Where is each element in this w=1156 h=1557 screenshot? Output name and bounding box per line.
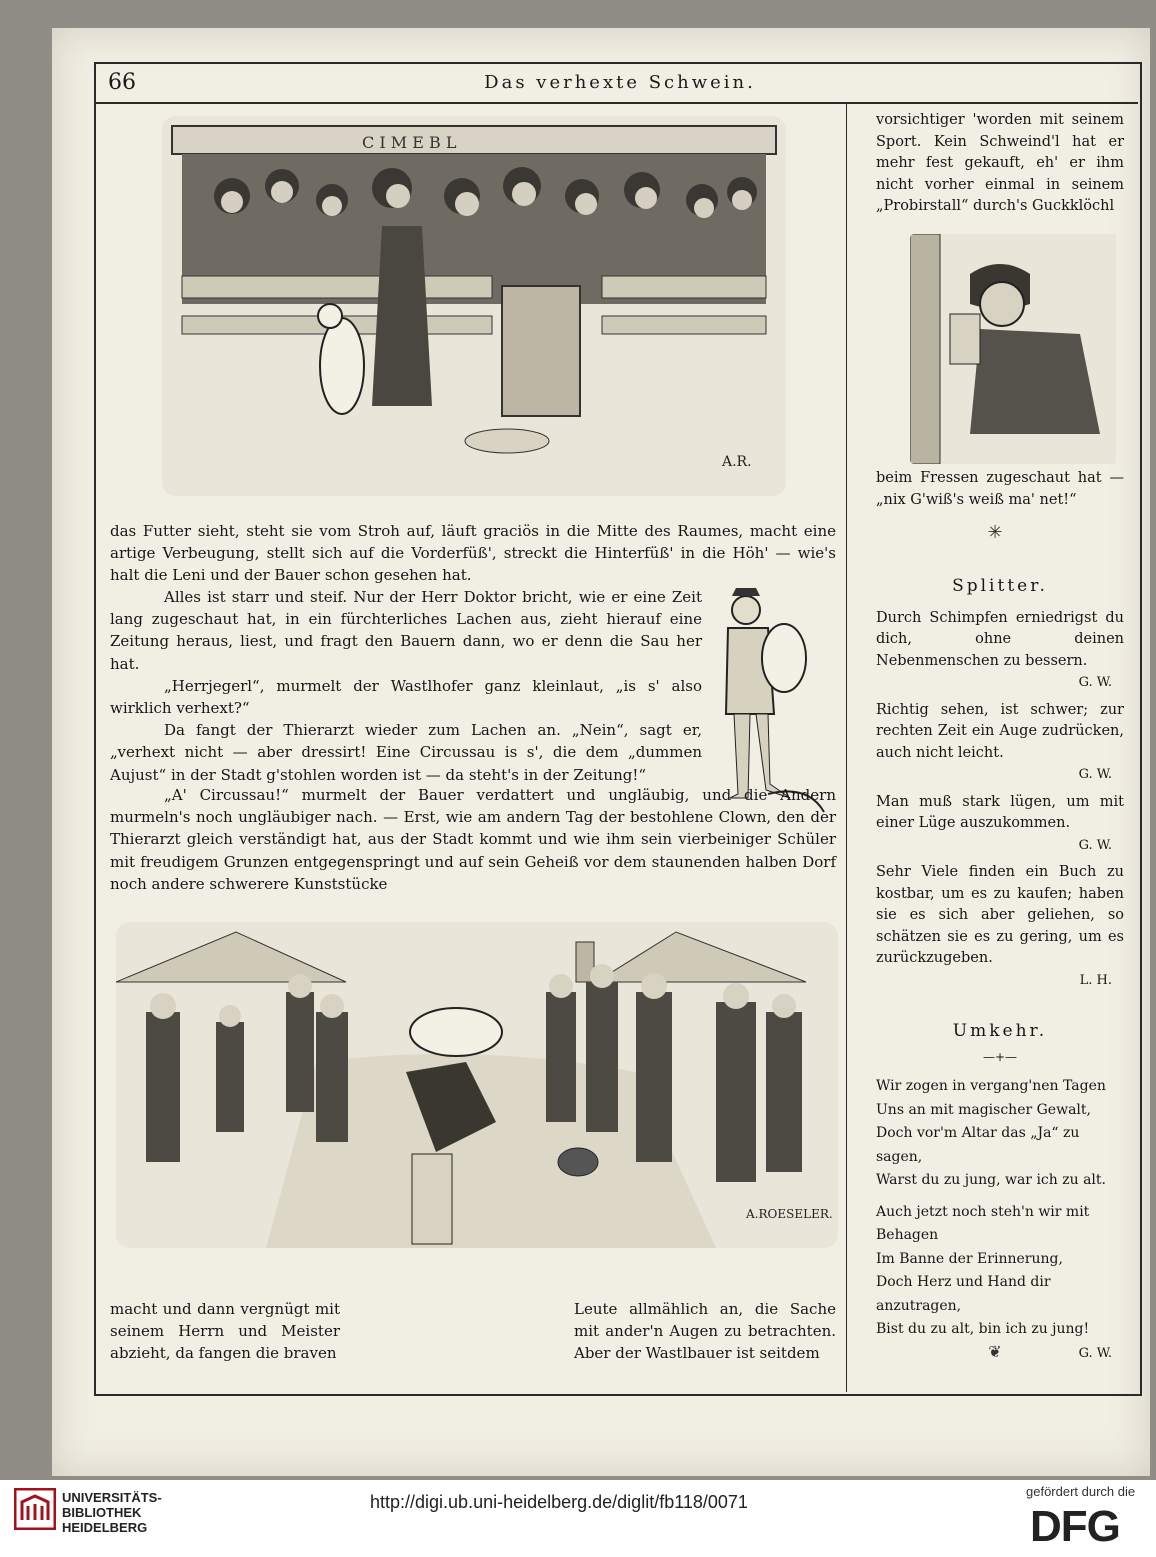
- aphorism: Sehr Viele finden ein Buch zu kostbar, um es zu kaufen; haben sie es sich aber geliehen, so schätzen sie es zu gering, um es zurückzugeben.: [876, 864, 1124, 966]
- library-name-line: UNIVERSITÄTS-: [62, 1490, 162, 1505]
- aphorism: Richtig sehen, ist schwer; zur rechten Zeit ein Auge zudrücken, auch nicht leicht.: [876, 701, 1124, 761]
- running-title: Das verhexte Schwein.: [484, 72, 756, 93]
- paragraph: macht und dann vergnügt mit seinem Herrn und Meister abzieht, da fangen die braven: [110, 1300, 340, 1363]
- sponsor-logo: DFG: [1030, 1502, 1120, 1551]
- permalink-url[interactable]: http://digi.ub.uni-heidelberg.de/diglit/fb118/0071: [370, 1492, 748, 1512]
- aphorism: Durch Schimpfen erniedrigst du dich, ohne deinen Nebenmenschen zu bessern.: [876, 609, 1124, 669]
- aphorism-signature: G. W.: [1078, 837, 1112, 853]
- poem-line: Warst du zu jung, war ich zu alt.: [876, 1172, 1106, 1188]
- paragraph: vorsichtiger 'worden mit seinem Sport. Kein Schweind'l hat er mehr fest gekauft, eh' er ihm nicht vorher einmal in seinem „Probirstall“ durch's Guckklöchl: [876, 112, 1124, 214]
- stall-sign-text: C I M E B L: [362, 133, 457, 152]
- page-number: 66: [108, 70, 136, 95]
- aphorism-signature: G. W.: [1078, 675, 1112, 690]
- poem-title: Umkehr.: [952, 1021, 1048, 1041]
- ornament-flourish: ❦: [988, 1342, 1002, 1361]
- poem-line: Uns an mit magischer Gewalt,: [876, 1101, 1091, 1118]
- poem-line: Wir zogen in vergang'nen Tagen: [876, 1078, 1106, 1094]
- illustration-signature: A.R.: [722, 454, 752, 470]
- sponsor-label: gefördert durch die: [1026, 1484, 1136, 1499]
- library-name-line: HEIDELBERG: [62, 1520, 148, 1535]
- poem-line: Doch vor'm Altar das „Ja“ zu sagen,: [876, 1125, 1080, 1165]
- aphorism-signature: G. W.: [1078, 767, 1112, 782]
- paragraph: „Herrjegerl“, murmelt der Wastlhofer ganz kleinlaut, „is s' also wirklich verhext?“: [110, 676, 702, 718]
- poem-section: [876, 1020, 1124, 1365]
- paragraph: „A' Circussau!“ murmelt der Bauer verdattert und ungläubig, und die Andern murmeln's noch ungläubiger nach. — Erst, wie am andern Tag der bestohlene Clown, den der Thierarzt gleich verständigt hat, aus der Stadt kommt und wie ihm sein vierbeiniger Schüler mit freudigem Grunzen entgegenspringt und auf sein Geheiß vor dem staunenden halben Dorf noch andere schwerere Kunststücke: [110, 786, 836, 893]
- library-logo-icon: [14, 1488, 56, 1530]
- poem-line: Im Banne der Erinnerung,: [876, 1250, 1063, 1267]
- bottom-left-text: [110, 1298, 340, 1365]
- poem-line: Bist du zu alt, bin ich zu jung!: [876, 1321, 1090, 1337]
- poem-signature: G. W.: [1078, 1345, 1112, 1361]
- library-name: [62, 1490, 162, 1535]
- paragraph: beim Fressen zugeschaut hat — „nix G'wiß's weiß ma' net!“: [876, 470, 1124, 508]
- article-body-wrap: [110, 586, 702, 786]
- article-body: [110, 520, 836, 587]
- right-column-top: [876, 110, 1124, 218]
- poem-ornament: —+—: [982, 1049, 1018, 1064]
- paragraph: Leute allmählich an, die Sache mit ander'n Augen zu betrachten. Aber der Wastlbauer ist seitdem: [574, 1300, 836, 1363]
- poem-line: Auch jetzt noch steh'n wir mit Behagen: [876, 1203, 1090, 1243]
- column-rule: [846, 104, 847, 1392]
- paragraph: Da fangt der Thierarzt wieder zum Lachen an. „Nein“, sagt er, „verhext nicht — aber dressirt! Eine Circussau is s', die dem „dummen Aujust“ in der Stadt g'stohlen worden ist — da steht's in der Zeitung!“: [110, 721, 702, 784]
- poem-line: Doch Herz und Hand dir anzutragen,: [876, 1274, 1051, 1314]
- section-title: Splitter.: [952, 576, 1048, 596]
- paragraph: Alles ist starr und steif. Nur der Herr Doktor bricht, wie er eine Zeit lang zugeschaut hat, in ein fürchterliches Lachen aus, zieht hierauf eine Zeitung heraus, liest, und fragt den Bauern dann, wo er denn die Sau her hat.: [110, 588, 702, 673]
- illustration-stall-crowd: [162, 116, 786, 496]
- illustration-peeking-farmer: [910, 234, 1116, 464]
- aphorism: Man muß stark lügen, um mit einer Lüge auszukommen.: [876, 793, 1124, 831]
- article-body-full: [110, 784, 836, 895]
- paragraph: das Futter sieht, steht sie vom Stroh auf, läuft graciös in die Mitte des Raumes, macht eine artige Verbeugung, stellt sich auf die Vorderfüß', streckt die Hinterfüß' in die Höh' — wie's halt die Leni und der Bauer schon gesehen hat.: [110, 522, 836, 585]
- header-rule: [94, 102, 1138, 104]
- bottom-right-text: [574, 1298, 836, 1365]
- illustration-village-scene: [116, 922, 838, 1248]
- illustration-signature: A.ROESELER.: [746, 1207, 833, 1221]
- library-name-line: BIBLIOTHEK: [62, 1505, 142, 1520]
- right-column-after-image: [876, 468, 1124, 511]
- aphorism-signature: L. H.: [1079, 972, 1112, 988]
- ornament-sunburst: ✳: [987, 522, 1003, 543]
- splitter-section: [876, 576, 1124, 991]
